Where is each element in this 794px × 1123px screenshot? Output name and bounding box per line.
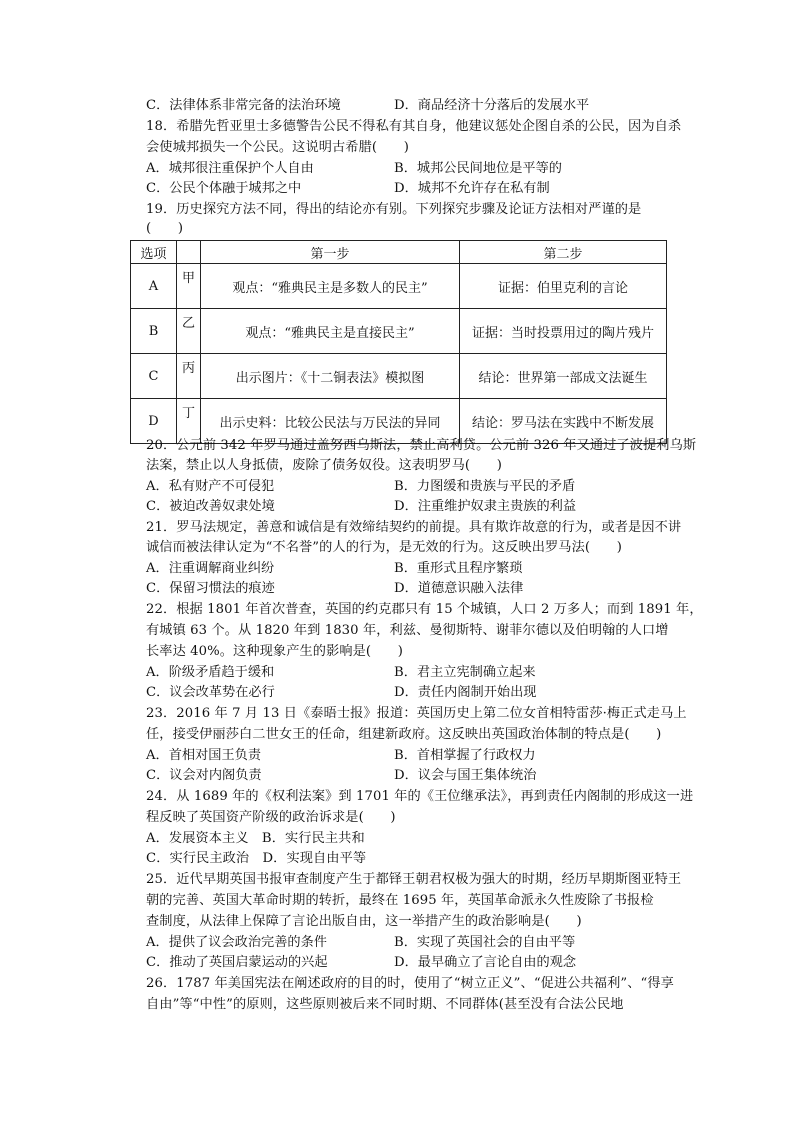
q25-options-row-1 (146, 933, 676, 953)
q18-option-b: B．城邦公民间地位是平等的 (394, 161, 562, 176)
q17-option-d: D．商品经济十分落后的发展水平 (394, 98, 590, 113)
table-row (131, 264, 667, 309)
q22-options-row-2 (146, 683, 676, 703)
q25-option-a: A．提供了议会政治完善的条件 (146, 935, 327, 950)
q20-stem-line-1: 20．公元前 342 年罗马通过盖努西乌斯法，禁止高利贷。公元前 326 年又通过了波提利乌斯 (146, 438, 697, 453)
q19-row-step1: 观点：“雅典民主是多数人的民主” (201, 264, 460, 309)
q26-stem-line-2: 自由”等“中性”的原则，这些原则被后来不同时期、不同群体(甚至没有合法公民地 (146, 997, 624, 1012)
q23-option-c: C．议会对内阁负责 (146, 768, 262, 783)
q22-option-a: A．阶级矛盾趋于缓和 (146, 665, 275, 680)
q17-options-row (146, 96, 676, 116)
q23-option-d: D．议会与国王集体统治 (394, 768, 537, 783)
q19-row-step2: 证据：伯里克利的言论 (460, 264, 667, 309)
q21-option-b: B．重形式且程序繁琐 (394, 561, 523, 576)
q23-option-a: A．首相对国王负责 (146, 748, 262, 763)
q24-options-line-1: A．发展资本主义 B．实行民主共和 (146, 831, 365, 846)
q19-row-mark: 丙 (177, 354, 201, 399)
q19-stem-line-2: ( ) (146, 221, 184, 236)
q24-stem-line-1: 24．从 1689 年的《权利法案》到 1701 年的《王位继承法》，再到责任内阁制的形成这一进 (146, 789, 694, 804)
q19-header-option: 选项 (131, 241, 177, 264)
q21-stem-line-1: 21．罗马法规定，善意和诚信是有效缔结契约的前提。具有欺诈故意的行为，或者是因不讲 (146, 520, 682, 535)
q23-options-row-2 (146, 766, 676, 786)
q25-option-b: B．实现了英国社会的自由平等 (394, 935, 576, 950)
q25-options-row-2 (146, 953, 676, 973)
q20-options-row-2 (146, 497, 676, 517)
q19-row-step1: 出示图片：《十二铜表法》模拟图 (201, 354, 460, 399)
table-row (131, 354, 667, 399)
q19-row-step2: 结论：罗马法在实践中不断发展 (460, 399, 667, 444)
q20-option-a: A．私有财产不可侵犯 (146, 479, 275, 494)
q19-table (130, 240, 667, 444)
q19-row-step1: 观点：“雅典民主是直接民主” (201, 309, 460, 354)
table-row (131, 309, 667, 354)
q19-row-mark: 甲 (177, 264, 201, 309)
q19-header-mark (177, 241, 201, 264)
q20-option-d: D．注重维护奴隶主贵族的利益 (394, 499, 577, 514)
q24-stem-line-2: 程反映了英国资产阶级的政治诉求是( ) (146, 810, 396, 825)
q23-stem-line-2: 任，接受伊丽莎白二世女王的任命，组建新政府。这反映出英国政治体制的特点是( ) (146, 727, 662, 742)
q21-options-row-1 (146, 559, 676, 579)
q23-stem-line-1: 23．2016 年 7 月 13 日《泰晤士报》报道：英国历史上第二位女首相特雷莎·梅正式走马上 (146, 706, 687, 721)
q18-options-row-2 (146, 179, 676, 199)
q17-option-c: C．法律体系非常完备的法治环境 (146, 98, 341, 113)
q26-stem-line-1: 26．1787 年美国宪法在阐述政府的目的时，使用了“树立正义”、“促进公共福利”、“得享 (146, 976, 674, 991)
q21-options-row-2 (146, 579, 676, 599)
q22-option-d: D．责任内阁制开始出现 (394, 685, 537, 700)
q20-options-row-1 (146, 477, 676, 497)
q23-option-b: B．首相掌握了行政权力 (394, 748, 536, 763)
q21-option-c: C．保留习惯法的痕迹 (146, 581, 275, 596)
q19-row-step2: 证据：当时投票用过的陶片残片 (460, 309, 667, 354)
q19-stem-line-1: 19．历史探究方法不同，得出的结论亦有别。下列探究步骤及论证方法相对严谨的是 (146, 202, 642, 217)
q22-options-row-1 (146, 663, 676, 683)
q18-option-d: D．城邦不允许存在私有制 (394, 181, 550, 196)
q19-header-step1: 第一步 (201, 241, 460, 264)
q18-option-c: C．公民个体融于城邦之中 (146, 181, 302, 196)
q19-row-mark: 乙 (177, 309, 201, 354)
q19-row-option: C (131, 354, 177, 399)
q18-stem-line-1: 18．希腊先哲亚里士多德警告公民不得私有其自身，他建议惩处企图自杀的公民，因为自杀 (146, 119, 682, 134)
q23-options-row-1 (146, 746, 676, 766)
q20-option-c: C．被迫改善奴隶处境 (146, 499, 275, 514)
q19-row-option: A (131, 264, 177, 309)
q19-row-mark: 丁 (177, 399, 201, 444)
q19-row-step2: 结论：世界第一部成文法诞生 (460, 354, 667, 399)
q21-option-d: D．道德意识融入法律 (394, 581, 524, 596)
q20-stem-line-2: 法案，禁止以人身抵债，废除了债务奴役。这表明罗马( ) (146, 458, 502, 473)
q19-row-option: B (131, 309, 177, 354)
q19-header-step2: 第二步 (460, 241, 667, 264)
q22-stem-line-1: 22．根据 1801 年首次普查，英国的约克郡只有 15 个城镇，人口 2 万多人；而到 1891 年， (146, 602, 703, 617)
q18-stem-line-2: 会使城邦损失一个公民。这说明古希腊( ) (146, 140, 409, 155)
q21-option-a: A．注重调解商业纠纷 (146, 561, 275, 576)
q25-option-d: D．最早确立了言论自由的观念 (394, 955, 577, 970)
q18-options-row-1 (146, 159, 676, 179)
q19-row-step1: 出示史料：比较公民法与万民法的异同 (201, 399, 460, 444)
q20-option-b: B．力图缓和贵族与平民的矛盾 (394, 479, 576, 494)
q25-stem-line-1: 25．近代早期英国书报审查制度产生于都铎王朝君权极为强大的时期，经历早期斯图亚特王 (146, 872, 682, 887)
q25-stem-line-3: 查制度，从法律上保障了言论出版自由，这一举措产生的政治影响是( ) (146, 914, 582, 929)
q25-option-c: C．推动了英国启蒙运动的兴起 (146, 955, 328, 970)
q25-stem-line-2: 朝的完善、英国大革命时期的转折，最终在 1695 年，英国革命派永久性废除了书报检 (146, 893, 654, 908)
q21-stem-line-2: 诚信而被法律认定为“不名誉”的人的行为，是无效的行为。这反映出罗马法( ) (146, 540, 622, 555)
q22-option-b: B．君主立宪制确立起来 (394, 665, 536, 680)
q19-table-header-row (131, 241, 667, 264)
q22-stem-line-3: 长率达 40%。这种现象产生的影响是( ) (146, 644, 403, 659)
q18-option-a: A．城邦很注重保护个人自由 (146, 161, 314, 176)
q19-row-option: D (131, 399, 177, 444)
q22-stem-line-2: 有城镇 63 个。从 1820 年到 1830 年，利兹、曼彻斯特、谢菲尔德以及伯明翰的人口增 (146, 623, 669, 638)
q22-option-c: C．议会改革势在必行 (146, 685, 275, 700)
q24-options-line-2: C．实行民主政治 D．实现自由平等 (146, 851, 367, 866)
